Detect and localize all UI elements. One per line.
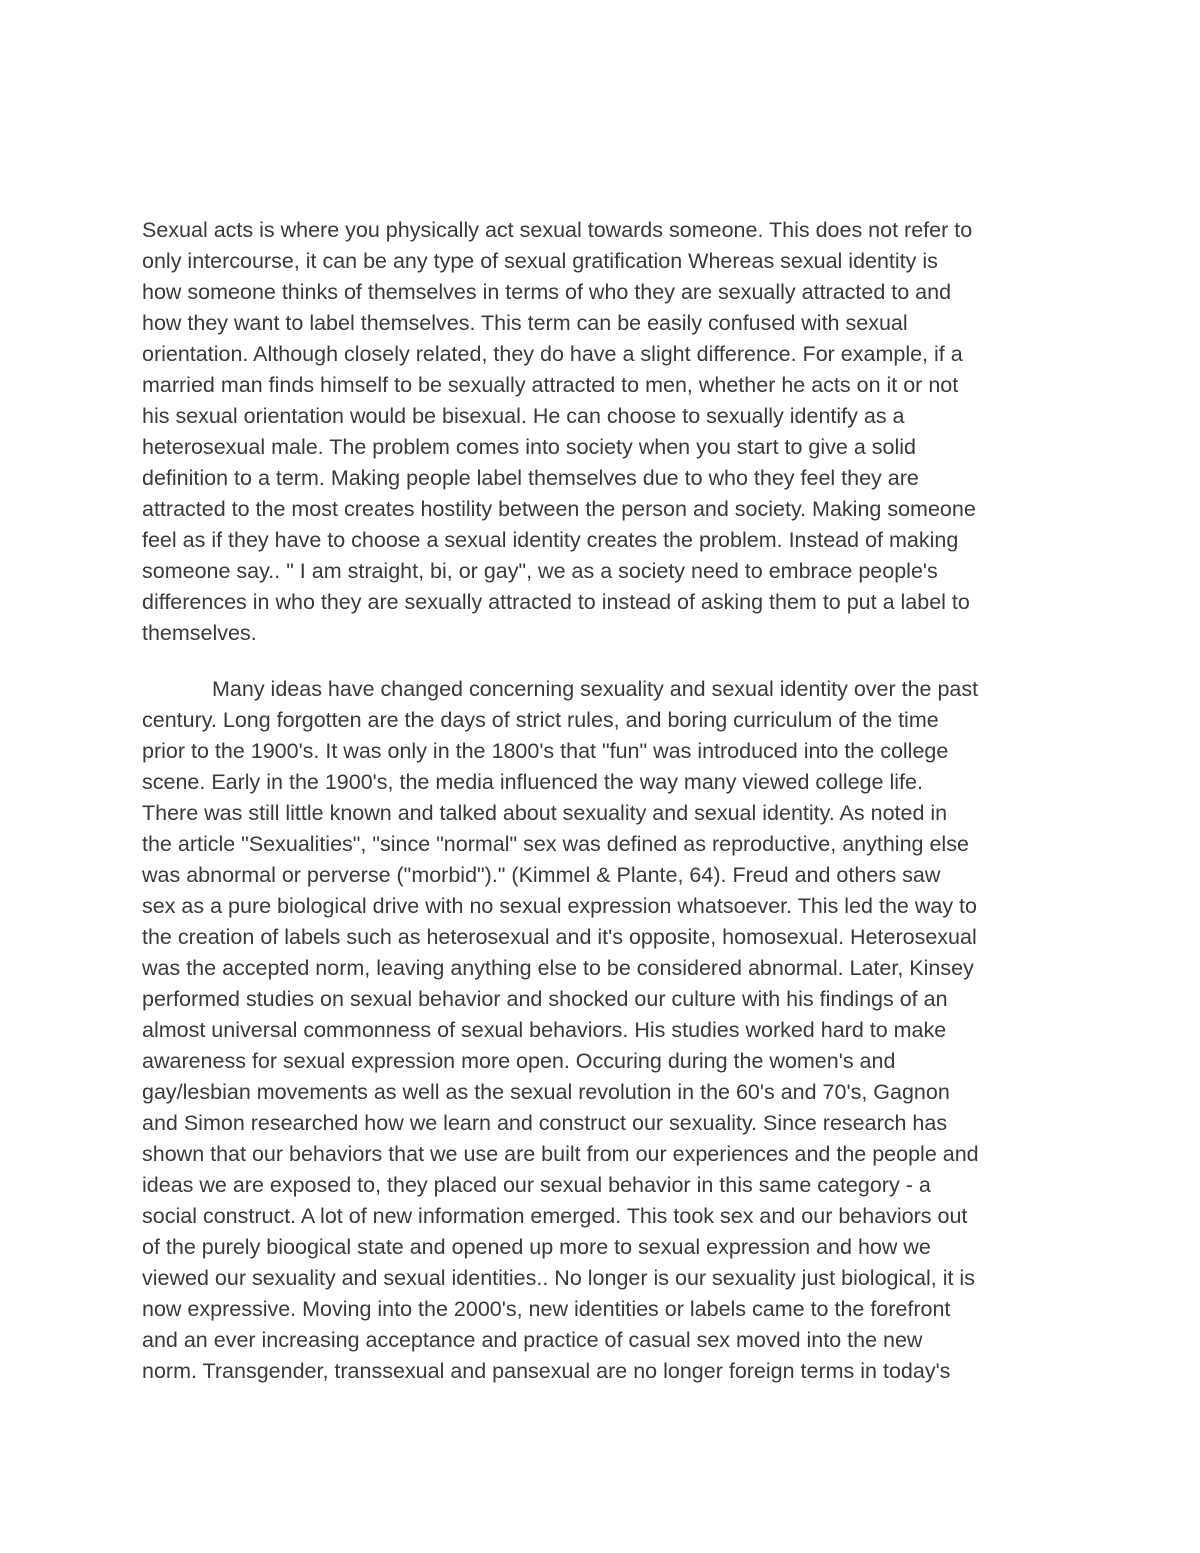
paragraph-line: the article "Sexualities", "since "normal" sex was defined as reproductive, anything else (142, 832, 969, 856)
paragraph-line: only intercourse, it can be any type of sexual gratification Whereas sexual identity is (142, 249, 938, 273)
paragraph-line: Sexual acts is where you physically act sexual towards someone. This does not refer to (142, 218, 973, 242)
paragraph-line: was the accepted norm, leaving anything else to be considered abnormal. Later, Kinsey (142, 956, 974, 980)
paragraph-line: almost universal commonness of sexual behaviors. His studies worked hard to make (142, 1018, 947, 1042)
paragraph-line: now expressive. Moving into the 2000's, new identities or labels came to the forefront (142, 1297, 951, 1321)
paragraph-1 (142, 215, 1072, 649)
paragraph-line: feel as if they have to choose a sexual identity creates the problem. Instead of making (142, 528, 959, 552)
paragraph-2 (142, 674, 1072, 1387)
paragraph-line: and Simon researched how we learn and construct our sexuality. Since research has (142, 1111, 948, 1135)
paragraph-line: heterosexual male. The problem comes into society when you start to give a solid (142, 435, 916, 459)
paragraph-line: Many ideas have changed concerning sexuality and sexual identity over the past (212, 677, 979, 701)
paragraph-line: differences in who they are sexually attracted to instead of asking them to put a label to (142, 590, 970, 614)
paragraph-line: his sexual orientation would be bisexual. He can choose to sexually identify as a (142, 404, 905, 428)
paragraph-line: norm. Transgender, transsexual and pansexual are no longer foreign terms in today's (142, 1359, 951, 1383)
paragraph-line: ideas we are exposed to, they placed our sexual behavior in this same category - a (142, 1173, 931, 1197)
paragraph-line: the creation of labels such as heterosexual and it's opposite, homosexual. Heterosexual (142, 925, 977, 949)
paragraph-line: prior to the 1900's. It was only in the 1800's that "fun" was introduced into the college (142, 739, 949, 763)
paragraph-line: shown that our behaviors that we use are built from our experiences and the people and (142, 1142, 979, 1166)
paragraph-line: married man finds himself to be sexually attracted to men, whether he acts on it or not (142, 373, 959, 397)
paragraph-line: was abnormal or perverse ("morbid")." (Kimmel & Plante, 64). Freud and others saw (142, 863, 941, 887)
paragraph-line: scene. Early in the 1900's, the media influenced the way many viewed college life. (142, 770, 923, 794)
paragraph-line: century. Long forgotten are the days of strict rules, and boring curriculum of the time (142, 708, 939, 732)
paragraph-line: sex as a pure biological drive with no sexual expression whatsoever. This led the way to (142, 894, 977, 918)
paragraph-line: of the purely bioogical state and opened up more to sexual expression and how we (142, 1235, 931, 1259)
paragraph-line: gay/lesbian movements as well as the sexual revolution in the 60's and 70's, Gagnon (142, 1080, 950, 1104)
paragraph-line: someone say.. " I am straight, bi, or gay", we as a society need to embrace people's (142, 559, 938, 583)
paragraph-line: social construct. A lot of new information emerged. This took sex and our behaviors out (142, 1204, 968, 1228)
paragraph-line: awareness for sexual expression more open. Occuring during the women's and (142, 1049, 896, 1073)
paragraph-line: attracted to the most creates hostility between the person and society. Making someone (142, 497, 976, 521)
paragraph-line: performed studies on sexual behavior and shocked our culture with his findings of an (142, 987, 948, 1011)
paragraph-line: There was still little known and talked about sexuality and sexual identity. As noted in (142, 801, 948, 825)
paragraph-line: and an ever increasing acceptance and practice of casual sex moved into the new (142, 1328, 923, 1352)
paragraph-line: how they want to label themselves. This term can be easily confused with sexual (142, 311, 908, 335)
paragraph-line: how someone thinks of themselves in terms of who they are sexually attracted to and (142, 280, 952, 304)
paragraph-line: viewed our sexuality and sexual identities.. No longer is our sexuality just biological, it is (142, 1266, 975, 1290)
paragraph-line: definition to a term. Making people label themselves due to who they feel they are (142, 466, 919, 490)
paragraph-line: themselves. (142, 621, 257, 645)
paragraph-line: orientation. Although closely related, they do have a slight difference. For example, if a (142, 342, 963, 366)
